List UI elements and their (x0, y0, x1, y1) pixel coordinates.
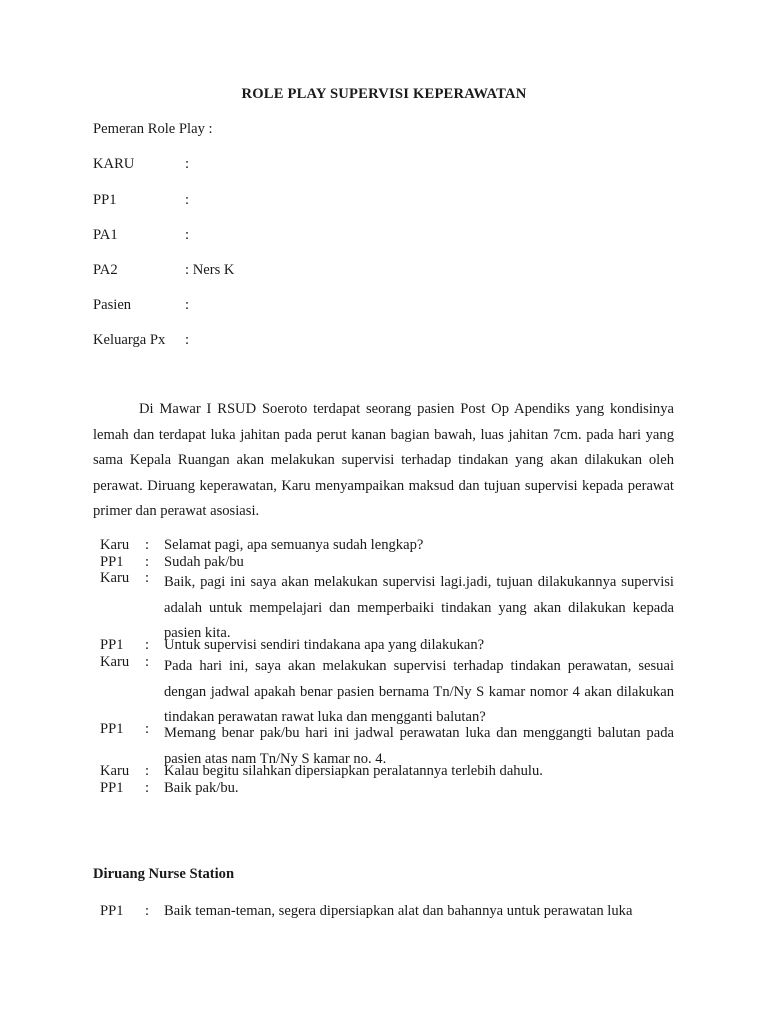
cast-role: Keluarga Px (93, 332, 166, 348)
cast-colon: : (185, 227, 190, 243)
dialogue-line (100, 903, 674, 921)
speaker-colon: : (145, 903, 150, 919)
speaker: PP1 (100, 903, 124, 919)
cast-role: PA1 (93, 227, 118, 243)
speaker-colon: : (145, 637, 150, 653)
cast-colon: : (185, 332, 190, 348)
dialogue-line (100, 570, 674, 641)
dialogue-line (100, 637, 674, 655)
cast-colon: : (185, 297, 190, 313)
speaker: PP1 (100, 721, 124, 737)
dialogue-line (100, 537, 674, 555)
dialogue-text: Baik teman-teman, segera dipersiapkan alat dan bahannya untuk perawatan luka (164, 903, 633, 919)
speaker-colon: : (145, 654, 150, 670)
dialogue-text: Untuk supervisi sendiri tindakana apa yang dilakukan? (164, 637, 485, 653)
speaker: PP1 (100, 554, 124, 570)
dialogue-line (100, 763, 674, 781)
dialogue-text: Kalau begitu silahkan dipersiapkan peralatannya terlebih dahulu. (164, 763, 543, 779)
scenario-text: Di Mawar I RSUD Soeroto terdapat seorang pasien Post Op Apendiks yang kondisinya lemah dan terdapat luka jahitan pada perut kanan bagian bawah, luas jahitan 7cm. pada hari yang sama Kepala Ruangan akan melakukan supervisi terhadap tindakan yang akan dilakukan oleh perawat. Diruang keperawatan, Karu menyampaikan maksud dan tujuan supervisi kepada perawat primer dan perawat asosiasi. (93, 401, 674, 520)
speaker-colon: : (145, 554, 150, 570)
speaker-colon: : (145, 570, 150, 586)
speaker: Karu (100, 763, 130, 779)
cast-role: PA2 (93, 262, 118, 278)
speaker-colon: : (145, 721, 150, 737)
scenario-paragraph (93, 397, 674, 525)
cast-colon: : (185, 156, 190, 172)
cast-intro: Pemeran Role Play : (93, 121, 213, 137)
speaker-colon: : (145, 780, 150, 796)
dialogue-text: Memang benar pak/bu hari ini jadwal perawatan luka dan menggangti balutan pada pasien atas nam Tn/Ny S kamar no. 4. (164, 725, 674, 767)
speaker: Karu (100, 570, 130, 586)
speaker-colon: : (145, 537, 150, 553)
speaker: Karu (100, 537, 130, 553)
cast-role: Pasien (93, 297, 132, 313)
speaker-colon: : (145, 763, 150, 779)
speaker: PP1 (100, 780, 124, 796)
cast-role: PP1 (93, 192, 117, 208)
dialogue-text: Sudah pak/bu (164, 554, 244, 570)
speaker: PP1 (100, 637, 124, 653)
dialogue-text: Baik pak/bu. (164, 780, 239, 796)
dialogue-text: Pada hari ini, saya akan melakukan supervisi terhadap tindakan perawatan, sesuai dengan jadwal apakah benar pasien bernama Tn/Ny S kamar nomor 4 akan dilakukan tindakan perawatan rawat luka dan mengganti balutan? (164, 658, 674, 725)
cast-colon: : (185, 192, 190, 208)
cast-role: KARU (93, 156, 135, 172)
cast-colon: : Ners K (185, 262, 235, 278)
dialogue-line (100, 654, 674, 725)
dialogue-text: Baik, pagi ini saya akan melakukan supervisi lagi.jadi, tujuan dilakukannya supervisi adalah untuk mempelajari dan memperbaiki tindakan yang akan dilakukan kepada pasien kita. (164, 574, 674, 641)
speaker: Karu (100, 654, 130, 670)
page-title: ROLE PLAY SUPERVISI KEPERAWATAN (241, 86, 527, 102)
dialogue-line (100, 780, 674, 798)
section-heading: Diruang Nurse Station (93, 866, 235, 882)
dialogue-text: Selamat pagi, apa semuanya sudah lengkap? (164, 537, 424, 553)
dialogue-line (100, 721, 674, 767)
